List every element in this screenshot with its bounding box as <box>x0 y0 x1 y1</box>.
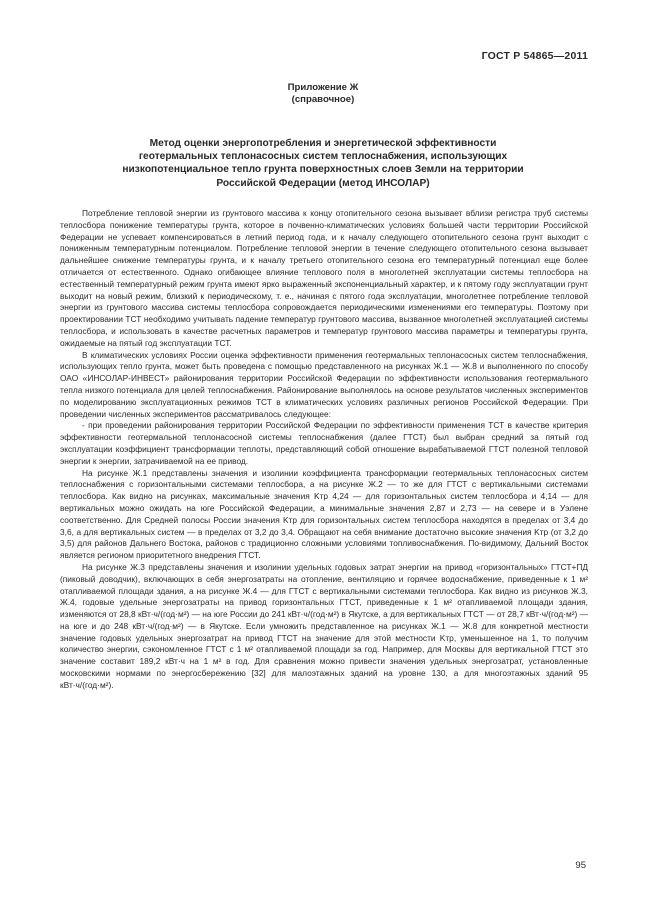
body-text <box>60 208 588 692</box>
section-title <box>60 137 586 190</box>
title-line: Российской Федерации (метод ИНСОЛАР) <box>216 177 430 189</box>
paragraph: Потребление тепловой энергии из грунтового массива к концу отопительного сезона вызывает вблизи регистра труб системы теплосбора понижение температуры грунта, которое в почвенно-климатических условиях большей части территории Российской Федерации не успевает компенсироваться в летний период года, и к началу следующего отопительного сезона грунт выходит с пониженным температурным потенциалом. Потребление тепловой энергии в течение следующего отопительного сезона вызывает дальнейшее снижение температуры грунта, и к началу третьего отопительного сезона его температурный потенциал еще более отличается от естественного. Однако огибающее влияние теплового поля в многолетней эксплуатации системы теплосбора на естественный температурный режим грунта имеют ярко выраженный экспоненциальный характер, и к пятому году эксплуатации грунт выходит на новый режим, близкий к периодическому, т. е., начиная с пятого года эксплуатации, многолетнее потребление тепловой энергии из грунтового массива системы теплосбора сопровождается периодическими изменениями его температуры. Поэтому при проектировании ТСТ необходимо учитывать падение температур грунтового массива, вызванное многолетней эксплуатацией системы теплосбора, и использовать в качестве расчетных параметров и температур грунтового массива параметры и температуры грунта, ожидаемые на пятый год эксплуатации ТСТ. <box>60 208 588 348</box>
page-number: 95 <box>575 860 586 871</box>
paragraph: На рисунке Ж.3 представлены значения и изолинии удельных годовых затрат энергии на привод «горизонтальных» ГТСТ+ПД (пиковый доводчик), включающих в себя энергозатраты на отопление, вентиляцию и горячее водоснабжение, приведенные к 1 м² отапливаемой площади здания, а на рисунке Ж.4 — для ГТСТ с вертикальными системами теплосбора. Как видно из рисунков Ж.3, Ж.4, годовые удельные энергозатраты на привод горизонтальных ГТСТ, приведенные к 1 м² отапливаемой площади здания, изменяются от 28,8 кВт·ч/(год·м²) — на юге России до 241 кВт·ч/(год·м²) в Якутске, а для вертикальных ГТСТ — от 28,7 кВт·ч/(год·м²) — на юге и до 248 кВт·ч/(год·м²) — в Якутске. Если умножить представленное на рисунках Ж.1 — Ж.8 для конкретной местности значение годовых удельных энергозатрат на привод ГТСТ на значение для этой местности Kтр, уменьшенное на 1, то получим количество энергии, сэкономленное ГТСТ с 1 м² отапливаемой площади за год. Например, для Москвы для вертикальной ГТСТ это значение составит 189,2 кВт·ч на 1 м² в год. Для сравнения можно привести значения удельных энергозатрат, установленные московскими нормами по энергосбережению [32] для малоэтажных зданий на уровне 130, а для многоэтажных зданий 95 кВт·ч/(год·м²). <box>60 561 588 690</box>
paragraph: - при проведении районирования территории Российской Федерации по эффективности применения ТСТ в качестве критерия эффективности геотермальной теплонасосной системы теплоснабжения (далее ГТСТ) был выбран средний за пятый год эксплуатации коэффициент трансформации теплоты, представляющий собой отношение вырабатываемой ГТСТ полезной тепловой энергии к энергии, затрачиваемой на ее привод. <box>60 420 588 466</box>
title-line: Метод оценки энергопотребления и энергетической эффективности <box>149 138 497 149</box>
standard-number: ГОСТ Р 54865—2011 <box>481 50 588 62</box>
appendix-heading <box>0 82 646 106</box>
paragraph: В климатических условиях России оценка эффективности применения геотермальных теплонасосных систем теплоснабжения, использующих тепло грунта, может быть проведена с помощью представленного на рисунках Ж.1 — Ж.8 и выполненного по способу ОАО «ИНСОЛАР-ИНВЕСТ» районирования территории Российской Федерации по эффективности использования геотермального тепла низкого потенциала для целей теплоснабжения. Районирование выполнялось на основе результатов численных экспериментов по моделированию эксплуатационных режимов ТСТ в климатических условиях различных регионов Российской Федерации. При проведении численных экспериментов рассматривалось следующее: <box>60 349 588 419</box>
paragraph: На рисунке Ж.1 представлены значения и изолинии коэффициента трансформации геотермальных теплонасосных систем теплоснабжения с горизонтальными системами теплосбора, а на рисунке Ж.2 — то же для ГТСТ с вертикальными системами теплосбора. Как видно на рисунках, максимальные значения Kтр 4,24 — для горизонтальных систем теплосбора и 4,14 — для вертикальных можно ожидать на юге Российской Федерации, а минимальные значения 2,87 и 2,73 — на севере и в Уэлене соответственно. Для Средней полосы России значения Kтр для горизонтальных систем теплосбора находятся в пределах от 3,4 до 3,6, а для вертикальных систем — в пределах от 3,2 до 3,4. Обращают на себя внимание достаточно высокие значения Kтр (от 3,2 до 3,5) для районов Дальнего Востока, районов с традиционно сложными условиями топливоснабжения. По-видимому, Дальний Восток является регионом приоритетного внедрения ГТСТ. <box>60 467 588 561</box>
appendix-title: Приложение Ж <box>287 82 359 93</box>
appendix-subtitle: (справочное) <box>291 94 355 105</box>
title-line: геотермальных теплонасосных систем теплоснабжения, использующих <box>138 151 508 163</box>
title-line: низкопотенциальное тепло грунта поверхностных слоев Земли на территории <box>122 164 524 176</box>
